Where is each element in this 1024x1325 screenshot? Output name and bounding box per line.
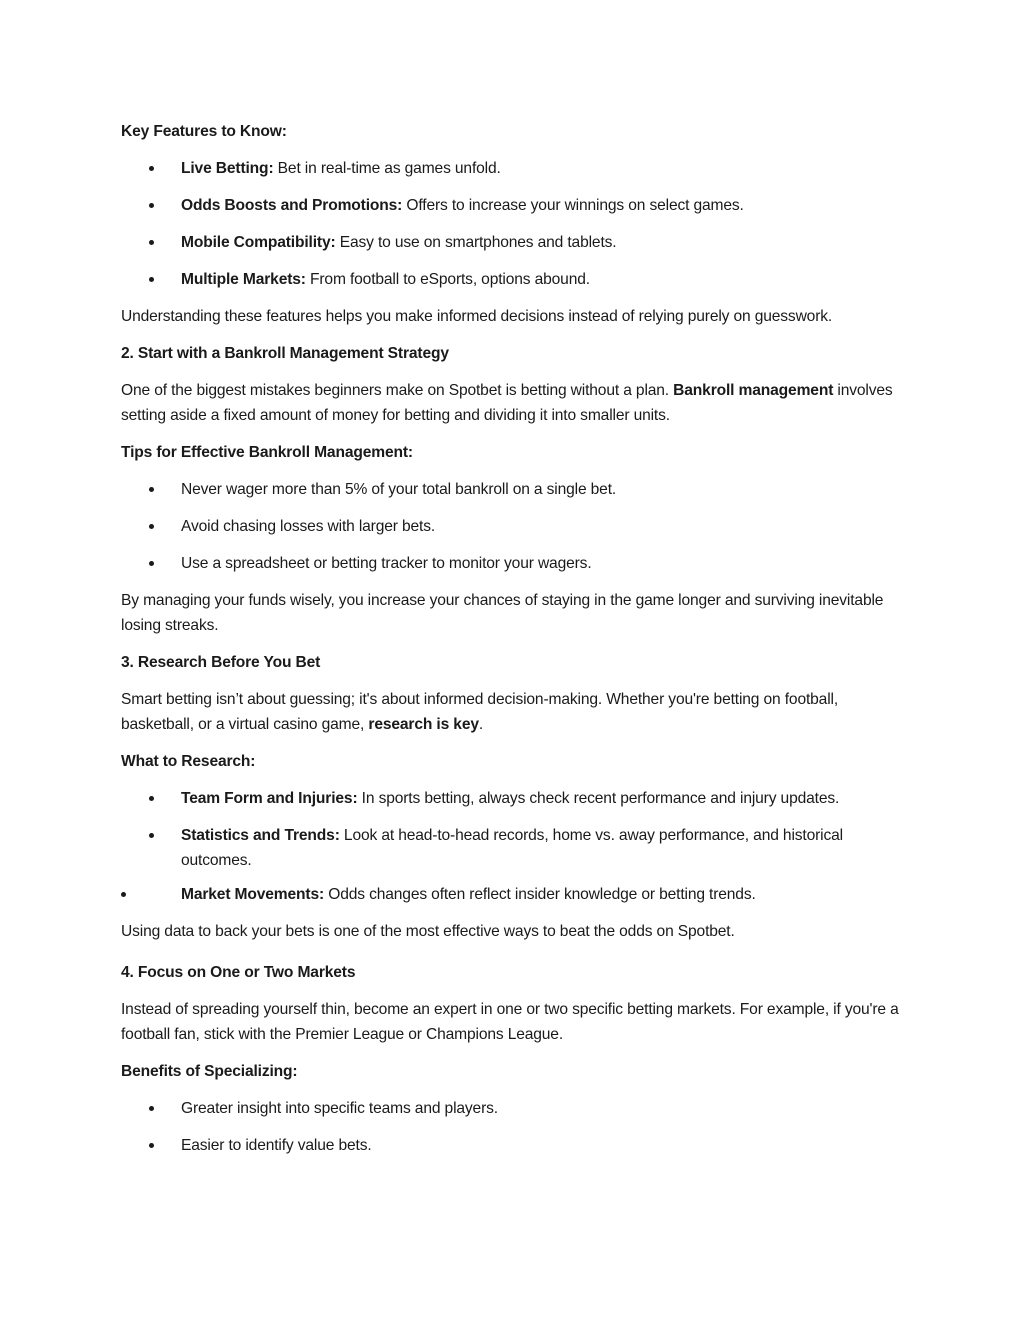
focus-heading: 4. Focus on One or Two Markets — [121, 964, 356, 981]
focus-intro: Instead of spreading yourself thin, become an expert in one or two specific betting markets. For example, if you're a football fan, stick with the Premier League or Champions League. — [121, 1001, 899, 1043]
bankroll-intro-text: One of the biggest mistakes beginners make on Spotbet is betting without a plan. — [121, 382, 674, 399]
bullet-icon — [149, 524, 154, 529]
research-text: Look at head-to-head records, home vs. away performance, and historical outcomes. — [181, 827, 843, 869]
features-heading: Key Features to Know: — [121, 123, 287, 140]
research-heading: 3. Research Before You Bet — [121, 654, 321, 671]
research-intro-emphasis: research is key — [368, 716, 479, 733]
research-text: In sports betting, always check recent performance and injury updates. — [357, 790, 840, 807]
bullet-icon — [149, 1143, 154, 1148]
list-item — [121, 477, 911, 514]
bullet-icon — [149, 561, 154, 566]
bankroll-intro — [121, 378, 911, 428]
bullet-icon — [149, 833, 154, 838]
list-item — [121, 882, 911, 919]
research-what-heading: What to Research: — [121, 753, 256, 770]
tip-text: Use a spreadsheet or betting tracker to monitor your wagers. — [181, 555, 592, 572]
research-text: Odds changes often reflect insider knowledge or betting trends. — [324, 886, 756, 903]
list-item — [121, 156, 911, 193]
benefit-text: Greater insight into specific teams and players. — [181, 1100, 498, 1117]
research-list — [121, 786, 911, 919]
bullet-icon — [149, 1106, 154, 1111]
bullet-icon — [149, 240, 154, 245]
tips-heading: Tips for Effective Bankroll Management: — [121, 444, 413, 461]
list-item — [121, 193, 911, 230]
feature-label: Mobile Compatibility: — [181, 234, 336, 251]
list-item — [121, 267, 911, 304]
list-item — [121, 514, 911, 551]
features-list — [121, 156, 911, 304]
list-item — [121, 1133, 911, 1170]
research-label: Statistics and Trends: — [181, 827, 340, 844]
research-intro-text: Smart betting isn’t about guessing; it's about informed decision-making. Whether you're betting on football, basketball, or a virtual casino game, — [121, 691, 839, 733]
list-item — [121, 823, 911, 882]
bullet-icon — [149, 277, 154, 282]
feature-text: Bet in real-time as games unfold. — [273, 160, 501, 177]
bullet-icon — [149, 796, 154, 801]
bullet-icon — [149, 166, 154, 171]
benefits-list — [121, 1096, 911, 1170]
feature-text: Offers to increase your winnings on select games. — [402, 197, 744, 214]
research-closing: Using data to back your bets is one of the most effective ways to beat the odds on Spotbet. — [121, 923, 735, 940]
benefits-heading: Benefits of Specializing: — [121, 1063, 298, 1080]
list-item — [121, 786, 911, 823]
benefit-text: Easier to identify value bets. — [181, 1137, 372, 1154]
bullet-icon — [149, 487, 154, 492]
research-intro — [121, 687, 911, 737]
features-closing: Understanding these features helps you make informed decisions instead of relying purely on guesswork. — [121, 308, 833, 325]
list-item — [121, 551, 911, 588]
bankroll-heading: 2. Start with a Bankroll Management Strategy — [121, 345, 449, 362]
research-label: Market Movements: — [181, 886, 325, 903]
tip-text: Never wager more than 5% of your total bankroll on a single bet. — [181, 481, 617, 498]
list-item — [121, 1096, 911, 1133]
tip-text: Avoid chasing losses with larger bets. — [181, 518, 436, 535]
bullet-icon — [149, 203, 154, 208]
feature-label: Odds Boosts and Promotions: — [181, 197, 403, 214]
research-label: Team Form and Injuries: — [181, 790, 358, 807]
feature-text: From football to eSports, options abound. — [305, 271, 590, 288]
feature-label: Live Betting: — [181, 160, 274, 177]
tips-list — [121, 477, 911, 588]
document-page — [121, 119, 911, 1170]
feature-text: Easy to use on smartphones and tablets. — [335, 234, 617, 251]
bankroll-intro-emphasis: Bankroll management — [673, 382, 834, 399]
bankroll-intro-text-end: involves setting aside a fixed amount of money for betting and dividing it into smaller units. — [121, 382, 893, 424]
bankroll-closing: By managing your funds wisely, you increase your chances of staying in the game longer and surviving inevitable losing streaks. — [121, 592, 884, 634]
feature-label: Multiple Markets: — [181, 271, 306, 288]
research-intro-text-end: . — [478, 716, 484, 733]
bullet-icon — [121, 892, 126, 897]
list-item — [121, 230, 911, 267]
